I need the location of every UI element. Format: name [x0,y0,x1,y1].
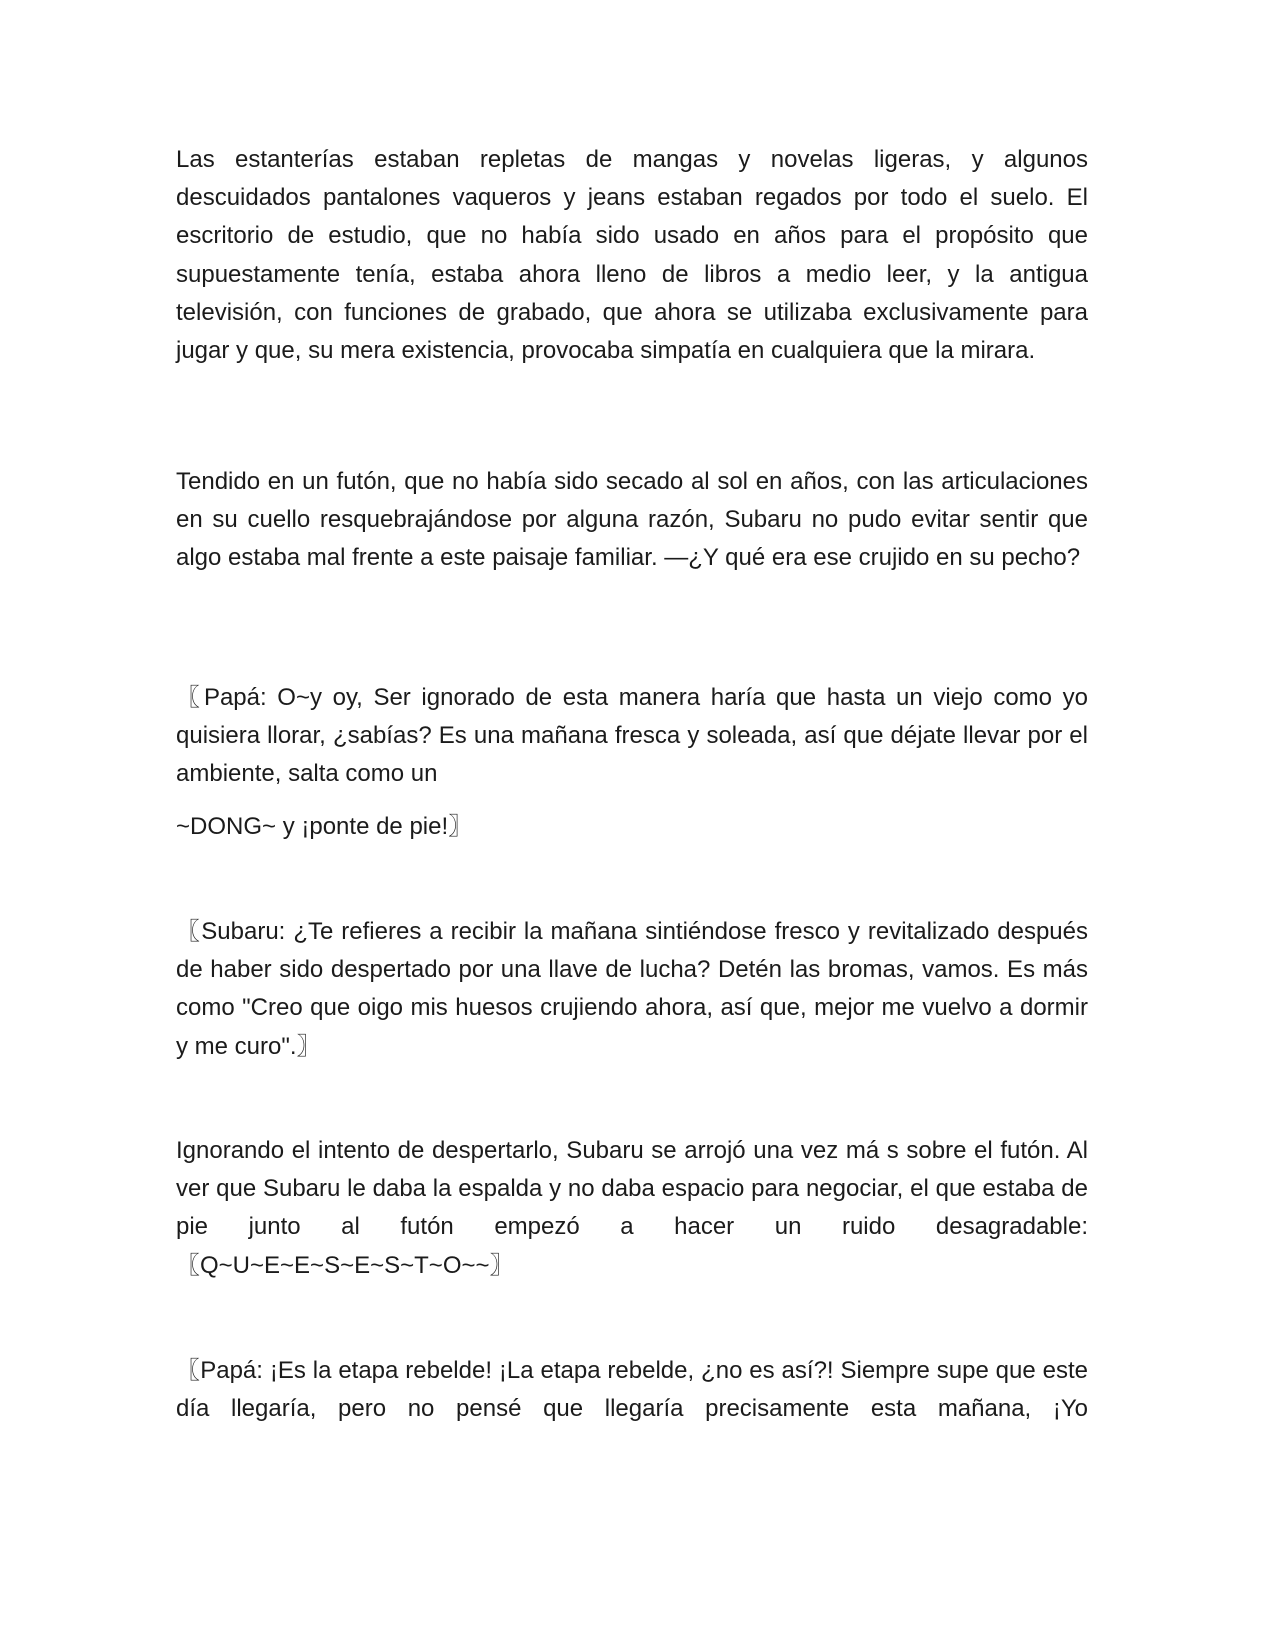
paragraph-futon: Tendido en un futón, que no había sido secado al sol en años, con las articulaciones en su cuello resquebrajándose por alguna razón, Subaru no pudo evitar sentir que algo estaba mal frente a este paisaje familiar. —¿Y qué era ese crujido en su pecho? [176,468,1088,572]
paragraph-subaru-reply: 〖Subaru: ¿Te refieres a recibir la mañana sintiéndose fresco y revitalizado después de haber sido despertado por una llave de lucha? Detén las bromas, vamos. Es más como "Creo que oigo mis huesos crujiendo ahora, así que, mejor me vuelvo a dormir y me curo".〗 [176,918,1088,1060]
paragraph-dad-wake-up: 〖Papá: O~y oy, Ser ignorado de esta manera haría que hasta un viejo como yo quisiera llorar, ¿sabías? Es una mañana fresca y soleada, así que déjate llevar por el ambiente, salta como un [176,684,1088,788]
paragraph-bookshelves: Las estanterías estaban repletas de mangas y novelas ligeras, y algunos descuidados pantalones vaqueros y jeans estaban regados por todo el suelo. El escritorio de estudio, que no había sido usado en años para el propósito que supuestamente tenía, estaba ahora lleno de libros a medio leer, y la antigua televisión, con funciones de grabado, que ahora se utilizaba exclusivamente para jugar y que, su mera existencia, provocaba simpatía en cualquiera que la mirara. [176,146,1088,365]
paragraph-dad-dong: ~DONG~ y ¡ponte de pie!〗 [176,813,473,840]
paragraph-ignoring: Ignorando el intento de despertarlo, Subaru se arrojó una vez má s sobre el futón. Al ver que Subaru le daba la espalda y no daba espacio para negociar, el que estaba de pie junto al futón empezó a hacer un ruido desagradable: 〖Q~U~E~E~S~E~S~T~O~~〗 [176,1137,1088,1279]
paragraph-rebel-stage: 〖Papá: ¡Es la etapa rebelde! ¡La etapa rebelde, ¿no es así?! Siempre supe que este día llegaría, pero no pensé que llegaría precisamente esta mañana, ¡Yo [176,1357,1088,1423]
